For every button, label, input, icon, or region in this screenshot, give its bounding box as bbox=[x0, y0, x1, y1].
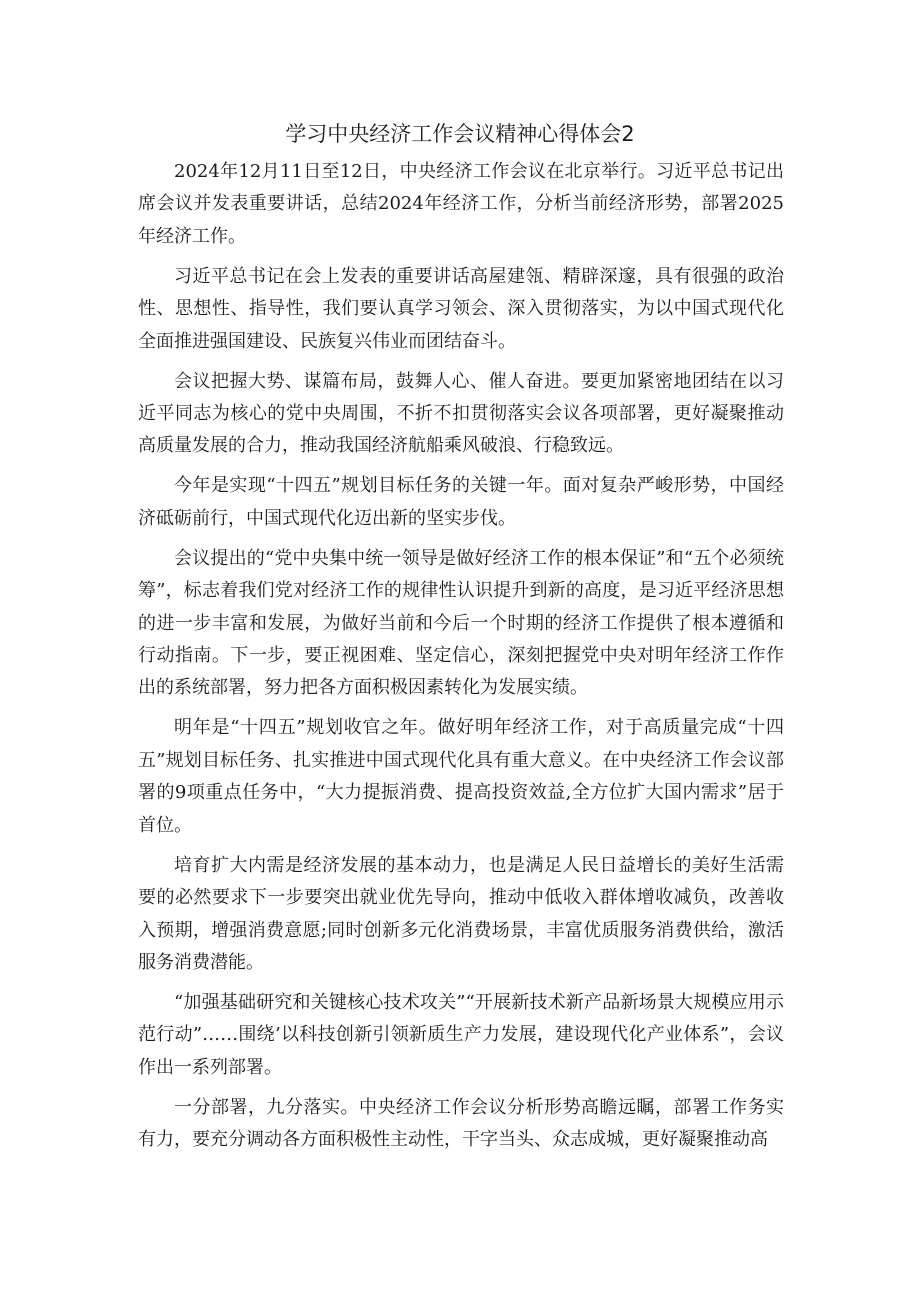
paragraph: 培育扩大内需是经济发展的基本动力，也是满足人民日益增长的美好生活需要的必然要求下一步要突出就业优先导向，推动中低收入群体增收减负，改善收入预期，增强消费意愿;同时创新多元化消费场景，丰富优质服务消费供给，激活服务消费潜能。 bbox=[138, 854, 784, 973]
paragraph: 今年是实现“十四五”规划目标任务的关键一年。面对复杂严峻形势，中国经济砥砺前行，中国式现代化迈出新的坚实步伐。 bbox=[138, 475, 784, 529]
paragraph: 会议把握大势、谋篇布局，鼓舞人心、催人奋进。要更加紧密地团结在以习近平同志为核心的党中央周围，不折不扣贯彻落实会议各项部署，更好凝聚推动高质量发展的合力，推动我国经济航船乘风破浪、行稳致远。 bbox=[138, 370, 784, 457]
paragraph: 2024年12月11日至12日，中央经济工作会议在北京举行。习近平总书记出席会议并发表重要讲话，总结2024年经济工作，分析当前经济形势，部署2025年经济工作。 bbox=[138, 161, 784, 247]
paragraph: 会议提出的“党中央集中统一领导是做好经济工作的根本保证”和“五个必须统筹”，标志着我们党对经济工作的规律性认识提升到新的高度，是习近平经济思想的进一步丰富和发展，为做好当前和今后一个时期的经济工作提供了根本遵循和行动指南。下一步，要正视困难、坚定信心，深刻把握党中央对明年经济工作作出的系统部署，努力把各方面积极因素转化为发展实绩。 bbox=[138, 547, 784, 699]
paragraph: 明年是“十四五”规划收官之年。做好明年经济工作，对于高质量完成“十四五”规划目标任务、扎实推进中国式现代化具有重大意义。在中央经济工作会议部署的9项重点任务中，“大力提振消费、提高投资效益,全方位扩大国内需求”居于首位。 bbox=[138, 717, 784, 836]
document-body bbox=[138, 156, 784, 1164]
paragraph: 一分部署，九分落实。中央经济工作会议分析形势高瞻远瞩，部署工作务实有力，要充分调动各方面积极性主动性，干字当头、众志成城，更好凝聚推动高 bbox=[138, 1096, 784, 1151]
paragraph: “加强基础研究和关键核心技术攻关”“开展新技术新产品新场景大规模应用示范行动”……围绕’以科技创新引领新质生产力发展，建设现代化产业体系”，会议作出一系列部署。 bbox=[138, 991, 784, 1078]
paragraph: 习近平总书记在会上发表的重要讲话高屋建瓴、精辟深邃，具有很强的政治性、思想性、指导性，我们要认真学习领会、深入贯彻落实，为以中国式现代化全面推进强国建设、民族复兴伟业而团结奋斗。 bbox=[138, 265, 784, 352]
document-title: 学习中央经济工作会议精神心得体会2 bbox=[285, 122, 635, 146]
